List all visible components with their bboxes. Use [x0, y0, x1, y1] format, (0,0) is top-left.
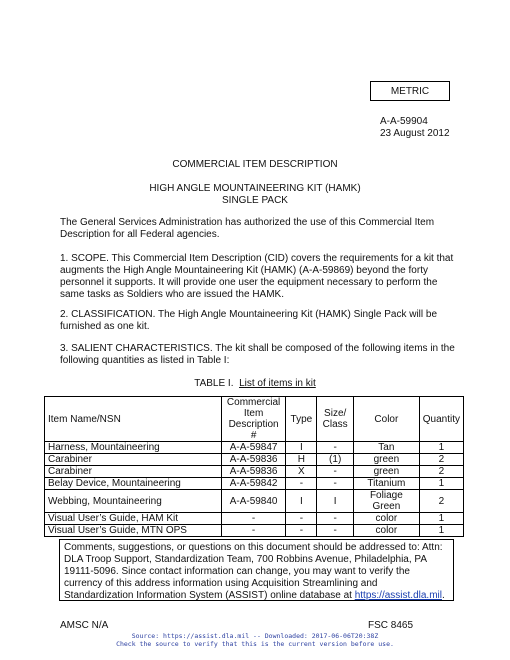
cell-type: - [286, 513, 317, 525]
cell-item-name: Webbing, Mountaineering [45, 490, 222, 513]
table-caption-title: List of items in kit [239, 378, 316, 389]
comments-text: Comments, suggestions, or questions on this document should be addressed to: Attn: DLA Troop Support, Standardization Team, 700 Robbins Avenue, Philadelphia, PA 19111-5096. Since contact information can change, you may want to verify the currency of this address information using Acquisition Streamlining and Standardization Information System (ASSIST) online database at [64, 542, 443, 601]
cell-cid: A-A-59836 [221, 454, 286, 466]
salient-paragraph: 3. SALIENT CHARACTERISTICS. The kit shall be composed of the following items in the following quantities as listed in Table I: [60, 343, 455, 366]
cell-size-class: - [317, 478, 354, 490]
fsc-label: FSC 8465 [368, 620, 414, 631]
cell-size-class: - [317, 466, 354, 478]
table-row [45, 442, 464, 454]
cell-size-class: - [317, 442, 354, 454]
cell-item-name: Visual User’s Guide, MTN OPS [45, 525, 222, 537]
cell-color: Titanium [354, 478, 420, 490]
header-color: Color [354, 397, 420, 442]
table-row [45, 513, 464, 525]
cell-item-name: Harness, Mountaineering [45, 442, 222, 454]
comments-box [59, 539, 454, 601]
cell-quantity: 2 [419, 490, 463, 513]
cell-item-name: Belay Device, Mountaineering [45, 478, 222, 490]
table-header-row [45, 397, 464, 442]
table-row [45, 466, 464, 478]
cell-type: H [286, 454, 317, 466]
document-type-title: COMMERCIAL ITEM DESCRIPTION [172, 159, 338, 170]
metric-label: METRIC [390, 85, 430, 97]
source-line-1: Source: https://assist.dla.mil -- Downloaded: 2017-06-06T20:38Z [131, 632, 379, 640]
cell-color: color [354, 525, 420, 537]
cell-quantity: 1 [419, 478, 463, 490]
source-line-2: Check the source to verify that this is the current version before use. [116, 640, 394, 648]
cell-size-class: I [317, 490, 354, 513]
cell-quantity: 1 [419, 442, 463, 454]
scope-paragraph: 1. SCOPE. This Commercial Item Description (CID) covers the requirements for a kit that augments the High Angle Mountaineering Kit (HAMK) (A-A-59869) beyond the forty personnel it supports. It will provide one user the equipment necessary to perform the same tasks as Soldiers who are issued the HAMK. [60, 253, 454, 300]
cell-type: - [286, 478, 317, 490]
cell-quantity: 2 [419, 454, 463, 466]
cell-size-class: - [317, 513, 354, 525]
cell-color: Foliage Green [354, 490, 420, 513]
table-row [45, 454, 464, 466]
document-date: 23 August 2012 [380, 128, 450, 139]
cell-color: Tan [354, 442, 420, 454]
cell-cid: A-A-59842 [221, 478, 286, 490]
header-item-name: Item Name/NSN [45, 397, 222, 442]
assist-link[interactable]: https://assist.dla.mil [354, 590, 442, 601]
amsc-label: AMSC N/A [60, 620, 109, 631]
cell-item-name: Carabiner [45, 454, 222, 466]
cell-quantity: 1 [419, 513, 463, 525]
header-quantity: Quantity [419, 397, 463, 442]
cell-quantity: 2 [419, 466, 463, 478]
cell-type: - [286, 525, 317, 537]
header-type: Type [286, 397, 317, 442]
header-cid: Commercial Item Description # [221, 397, 286, 442]
cell-quantity: 1 [419, 525, 463, 537]
metric-label-box [370, 81, 450, 101]
cell-color: green [354, 466, 420, 478]
cell-size-class: (1) [317, 454, 354, 466]
table-caption [0, 378, 510, 390]
comments-end: . [441, 590, 445, 601]
table-row [45, 525, 464, 537]
document-title: HIGH ANGLE MOUNTAINEERING KIT (HAMK) [149, 183, 361, 194]
intro-paragraph: The General Services Administration has authorized the use of this Commercial Item Description for all Federal agencies. [60, 217, 435, 240]
cell-color: color [354, 513, 420, 525]
cell-cid: - [221, 525, 286, 537]
cell-color: green [354, 454, 420, 466]
cell-item-name: Carabiner [45, 466, 222, 478]
table-row [45, 478, 464, 490]
cell-size-class: - [317, 525, 354, 537]
cell-type: I [286, 490, 317, 513]
table-row [45, 490, 464, 513]
cell-type: X [286, 466, 317, 478]
table-caption-prefix: TABLE I. [194, 378, 234, 389]
cell-cid: A-A-59840 [221, 490, 286, 513]
header-size-class: Size/ Class [317, 397, 354, 442]
document-number: A-A-59904 [380, 116, 428, 127]
items-table [44, 396, 464, 537]
cell-cid: A-A-59847 [221, 442, 286, 454]
cell-cid: A-A-59836 [221, 466, 286, 478]
classification-paragraph: 2. CLASSIFICATION. The High Angle Mountaineering Kit (HAMK) Single Pack will be furnished as one kit. [60, 309, 438, 332]
cell-cid: - [221, 513, 286, 525]
cell-item-name: Visual User’s Guide, HAM Kit [45, 513, 222, 525]
document-subtitle: SINGLE PACK [222, 195, 288, 206]
cell-type: I [286, 442, 317, 454]
